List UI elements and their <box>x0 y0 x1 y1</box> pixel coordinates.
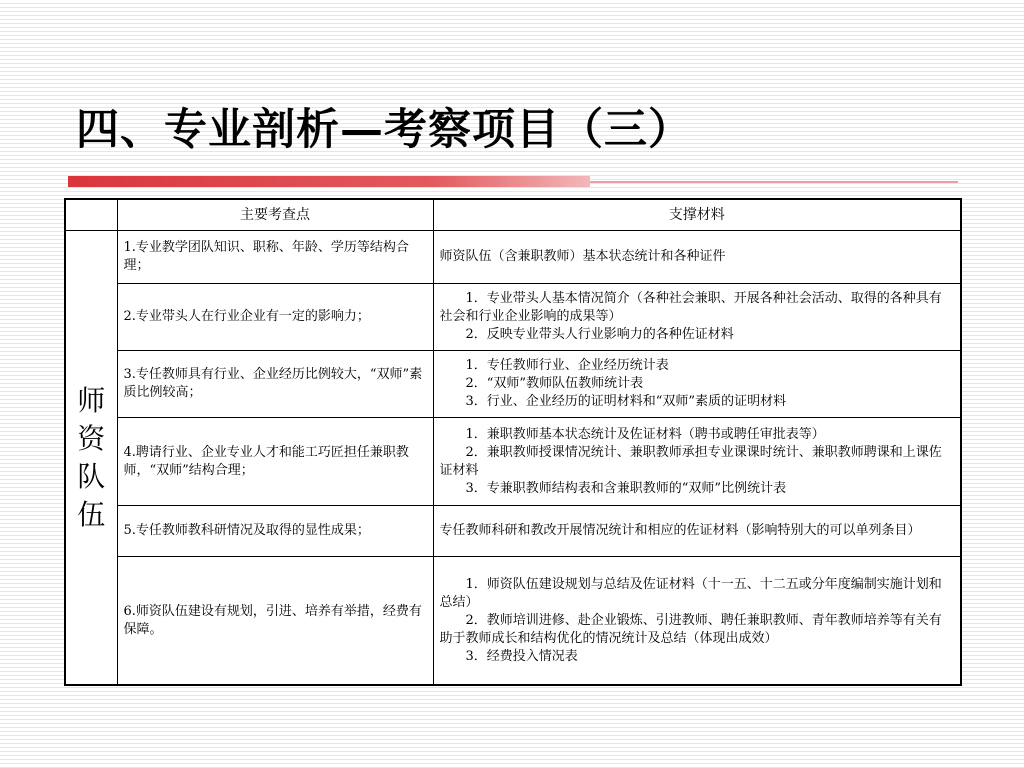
table-body <box>65 231 961 686</box>
support-material-item: 2．教师培训进修、赴企业锻炼、引进教师、聘任兼职教师、青年教师培养等有关有助于教师成长和结构优化的情况统计及总结（体现出成效） <box>439 612 942 646</box>
support-material-item: 2．兼职教师授课情况统计、兼职教师承担专业课课时统计、兼职教师聘课和上课佐证材料 <box>439 444 942 478</box>
check-point-cell: 6.师资队伍建设有规划，引进、培养有举措，经费有保障。 <box>117 557 433 685</box>
support-material-item: 1．专业带头人基本情况简介（各种社会兼职、开展各种社会活动、取得的各种具有社会和行业企业影响的成果等） <box>439 291 942 325</box>
table-row <box>65 418 961 506</box>
section-label-cell <box>65 231 117 686</box>
support-materials-cell <box>433 351 961 418</box>
header-check-point: 主要考查点 <box>117 199 433 231</box>
title-underline-rule <box>590 181 958 183</box>
support-material-item: 1．师资队伍建设规划与总结及佐证材料（十一五、十二五或分年度编制实施计划和总结） <box>439 576 942 610</box>
support-materials-cell <box>433 231 961 284</box>
support-materials-cell <box>433 557 961 685</box>
support-material-item: 3．经费投入情况表 <box>465 648 578 664</box>
header-support-materials: 支撑材料 <box>433 199 961 231</box>
check-point-cell: 2.专业带头人在行业企业有一定的影响力； <box>117 283 433 350</box>
table-row <box>65 557 961 685</box>
table-row <box>65 283 961 350</box>
support-material-item: 师资队伍（含兼职教师）基本状态统计和各种证件 <box>439 248 726 264</box>
check-point-cell: 4.聘请行业、企业专业人才和能工巧匠担任兼职教师，“双师”结构合理； <box>117 418 433 506</box>
support-material-item: 2．“双师”教师队伍教师统计表 <box>465 376 644 392</box>
section-label: 师资队伍 <box>77 383 106 531</box>
header-corner-cell <box>65 199 117 231</box>
table-row <box>65 351 961 418</box>
support-material-item: 1．兼职教师基本状态统计及佐证材料（聘书或聘任审批表等） <box>465 426 825 442</box>
table-row <box>65 506 961 557</box>
support-material-item: 2．反映专业带头人行业影响力的各种佐证材料 <box>465 327 734 343</box>
support-material-item: 1．专任教师行业、企业经历统计表 <box>465 358 669 374</box>
support-material-item: 专任教师科研和教改开展情况统计和相应的佐证材料（影响特别大的可以单列条目） <box>439 523 921 539</box>
support-materials-cell <box>433 283 961 350</box>
inspection-table <box>64 198 962 686</box>
slide-title: 四、专业剖析—考察项目（三） <box>76 105 692 155</box>
support-material-item: 3．行业、企业经历的证明材料和“双师”素质的证明材料 <box>465 394 787 410</box>
table-row <box>65 231 961 284</box>
support-material-item: 3．专兼职教师结构表和含兼职教师的“双师”比例统计表 <box>465 480 787 496</box>
table-header-row <box>65 199 961 231</box>
check-point-cell: 3.专任教师具有行业、企业经历比例较大，“双师”素质比例较高； <box>117 351 433 418</box>
title-underline-bar <box>68 176 590 187</box>
check-point-cell: 5.专任教师教科研情况及取得的显性成果； <box>117 506 433 557</box>
support-materials-cell <box>433 418 961 506</box>
check-point-cell: 1.专业教学团队知识、职称、年龄、学历等结构合理； <box>117 231 433 284</box>
support-materials-cell <box>433 506 961 557</box>
